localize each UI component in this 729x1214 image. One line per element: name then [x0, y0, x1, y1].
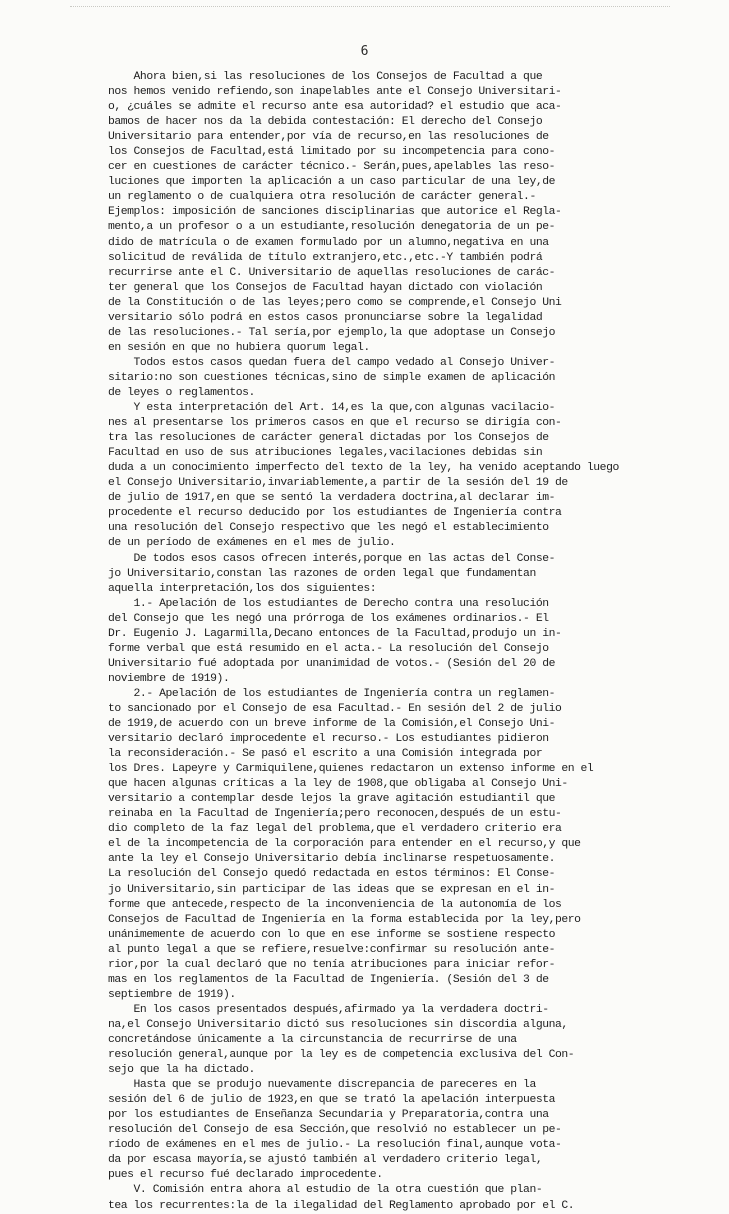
- text-line: solicitud de reválida de título extranjero,etc.,etc.-Y también podrá: [108, 251, 543, 264]
- text-line: resolución del Consejo de esa Sección,que resolvió no establecer un pe-: [108, 1124, 562, 1137]
- text-line: los Consejos de Facultad,está limitado por su incompetencia para cono-: [108, 146, 555, 159]
- text-line: jo Universitario,sin participar de las ideas que se expresan en el in-: [108, 883, 555, 896]
- text-line: una resolución del Consejo respectivo que les negó el establecimiento: [108, 522, 549, 535]
- text-line: La resolución del Consejo quedó redactada en estos términos: El Conse-: [108, 868, 555, 881]
- text-line: tea los recurrentes:la de la ilegalidad del Reglamento aprobado por el C.: [108, 1199, 575, 1212]
- text-line: V. Comisión entra ahora al estudio de la otra cuestión que plan-: [108, 1184, 543, 1197]
- text-line: de julio de 1917,en que se sentó la verdadera doctrina,al declarar im-: [108, 492, 555, 505]
- text-line: ter general que los Consejos de Facultad hayan dictado con violación: [108, 281, 543, 294]
- scan-edge-marks: [70, 6, 670, 11]
- text-line: mento,a un profesor o a un estudiante,resolución denegatoria de un pe-: [108, 221, 555, 234]
- text-line: los Dres. Lapeyre y Carmiquilene,quienes redactaron un extenso informe en el: [108, 763, 594, 776]
- text-line: sesión del 6 de julio de 1923,en que se trató la apelación interpuesta: [108, 1094, 555, 1107]
- text-line: al punto legal a que se refiere,resuelve:confirmar su resolución ante-: [108, 943, 555, 956]
- text-line: la reconsideración.- Se pasó el escrito a una Comisión integrada por: [108, 748, 543, 761]
- text-line: Todos estos casos quedan fuera del campo vedado al Consejo Univer-: [108, 356, 555, 369]
- text-line: cer en cuestiones de carácter técnico.- Serán,pues,apelables las reso-: [108, 161, 555, 174]
- text-line: que hacen algunas críticas a la ley de 1908,que obligaba al Consejo Uni-: [108, 778, 568, 791]
- text-line: del Consejo que les negó una prórroga de los exámenes ordinarios.- El: [108, 612, 549, 625]
- text-line: de un período de exámenes en el mes de julio.: [108, 537, 396, 550]
- text-line: Dr. Eugenio J. Lagarmilla,Decano entonces de la Facultad,produjo un in-: [108, 627, 562, 640]
- text-line: por los estudiantes de Enseñanza Secundaria y Preparatoria,contra una: [108, 1109, 549, 1122]
- text-line: forme que antecede,respecto de la inconveniencia de la autonomía de los: [108, 898, 562, 911]
- text-line: versitario sólo podrá en estos casos pronunciarse sobre la legalidad: [108, 311, 543, 324]
- body-text: [108, 70, 636, 1214]
- text-line: recurrirse ante el C. Universitario de aquellas resoluciones de carác-: [108, 266, 555, 279]
- text-line: ante la ley el Consejo Universitario debía inclinarse respetuosamente.: [108, 853, 555, 866]
- text-line: duda a un conocimiento imperfecto del texto de la ley, ha venido aceptando luego: [108, 462, 619, 475]
- text-line: tra las resoluciones de carácter general dictadas por los Consejos de: [108, 432, 549, 445]
- text-line: resolución general,aunque por la ley es de competencia exclusiva del Con-: [108, 1049, 575, 1062]
- text-line: noviembre de 1919).: [108, 672, 230, 685]
- text-line: forme verbal que está resumido en el acta.- La resolución del Consejo: [108, 642, 549, 655]
- text-line: En los casos presentados después,afirmado ya la verdadera doctri-: [108, 1003, 549, 1016]
- text-line: jo Universitario,constan las razones de orden legal que fundamentan: [108, 567, 536, 580]
- text-line: concretándose únicamente a la circunstancia de recurrirse de una: [108, 1034, 517, 1046]
- text-line: Y esta interpretación del Art. 14,es la que,con algunas vacilacio-: [108, 402, 555, 415]
- text-line: de 1919,de acuerdo con un breve informe de la Comisión,el Consejo Uni-: [108, 718, 555, 731]
- text-line: pues el recurso fué declarado improcedente.: [108, 1169, 383, 1182]
- text-line: de la Constitución o de las leyes;pero como se comprende,el Consejo Uni: [108, 296, 562, 309]
- text-line: 1.- Apelación de los estudiantes de Derecho contra una resolución: [108, 597, 549, 610]
- text-line: en sesión en que no hubiera quorum legal.: [108, 341, 370, 354]
- text-line: versitario declaró improcedente el recurso.- Los estudiantes pidieron: [108, 733, 549, 746]
- text-line: ríodo de exámenes en el mes de julio.- La resolución final,aunque vota-: [108, 1139, 562, 1152]
- text-line: Hasta que se produjo nuevamente discrepancia de pareceres en la: [108, 1079, 536, 1092]
- text-line: unánimemente de acuerdo con lo que en ese informe se sostiene respecto: [108, 928, 555, 941]
- text-line: aquella interpretación,los dos siguientes:: [108, 582, 377, 595]
- text-line: Universitario fué adoptada por unanimidad de votos.- (Sesión del 20 de: [108, 657, 555, 670]
- text-line: reinaba en la Facultad de Ingeniería;pero reconocen,después de un estu-: [108, 808, 562, 821]
- text-line: Universitario para entender,por vía de recurso,en las resoluciones de: [108, 131, 549, 144]
- text-line: Ejemplos: imposición de sanciones disciplinarias que autorice el Regla-: [108, 206, 562, 219]
- text-line: o, ¿cuáles se admite el recurso ante esa autoridad? el estudio que aca-: [108, 101, 562, 114]
- text-line: to sancionado por el Consejo de esa Facultad.- En sesión del 2 de julio: [108, 702, 562, 715]
- text-line: da por escasa mayoría,se ajustó también al verdadero criterio legal,: [108, 1154, 543, 1167]
- text-line: De todos esos casos ofrecen interés,porque en las actas del Conse-: [108, 552, 555, 565]
- text-line: el de la incompetencia de la corporación para entender en el recurso,y que: [108, 838, 581, 851]
- text-line: nos hemos venido refiendo,son inapelables ante el Consejo Universitari-: [108, 86, 562, 99]
- text-line: 2.- Apelación de los estudiantes de Ingeniería contra un reglamen-: [108, 687, 555, 700]
- text-line: de leyes o reglamentos.: [108, 386, 255, 399]
- text-line: procedente el recurso deducido por los estudiantes de Ingeniería contra: [108, 507, 562, 520]
- text-line: el Consejo Universitario,invariablemente,a partir de la sesión del 19 de: [108, 477, 568, 490]
- text-line: dio completo de la faz legal del problema,que el verdadero criterio era: [108, 823, 562, 836]
- text-line: rior,por la cual declaró que no tenía atribuciones para iniciar refor-: [108, 958, 555, 971]
- text-line: de las resoluciones.- Tal sería,por ejemplo,la que adoptase un Consejo: [108, 326, 555, 339]
- text-line: sejo que la ha dictado.: [108, 1064, 255, 1077]
- text-line: dido de matrícula o de examen formulado por un alumno,negativa en una: [108, 236, 549, 249]
- text-line: luciones que importen la aplicación a un caso particular de una ley,de: [108, 176, 555, 189]
- text-line: mas en los reglamentos de la Facultad de Ingeniería. (Sesión del 3 de: [108, 973, 549, 986]
- text-line: versitario a contemplar desde lejos la grave agitación estudiantil que: [108, 793, 555, 806]
- text-line: Consejos de Facultad de Ingeniería en la forma establecida por la ley,pero: [108, 913, 581, 926]
- text-line: septiembre de 1919).: [108, 988, 236, 1001]
- text-line: Ahora bien,si las resoluciones de los Consejos de Facultad a que: [108, 71, 543, 83]
- page-number: 6: [360, 44, 369, 59]
- text-line: sitario:no son cuestiones técnicas,sino de simple examen de aplicación: [108, 371, 555, 384]
- text-line: nes al presentarse los primeros casos en que el recurso se dirigía con-: [108, 417, 562, 430]
- text-line: bamos de hacer nos da la debida contestación: El derecho del Consejo: [108, 116, 543, 129]
- text-line: na,el Consejo Universitario dictó sus resoluciones sin discordia alguna,: [108, 1018, 568, 1031]
- text-line: un reglamento o de cualquiera otra resolución de carácter general.-: [108, 191, 536, 204]
- text-line: Facultad en uso de sus atribuciones legales,vacilaciones debidas sin: [108, 447, 543, 460]
